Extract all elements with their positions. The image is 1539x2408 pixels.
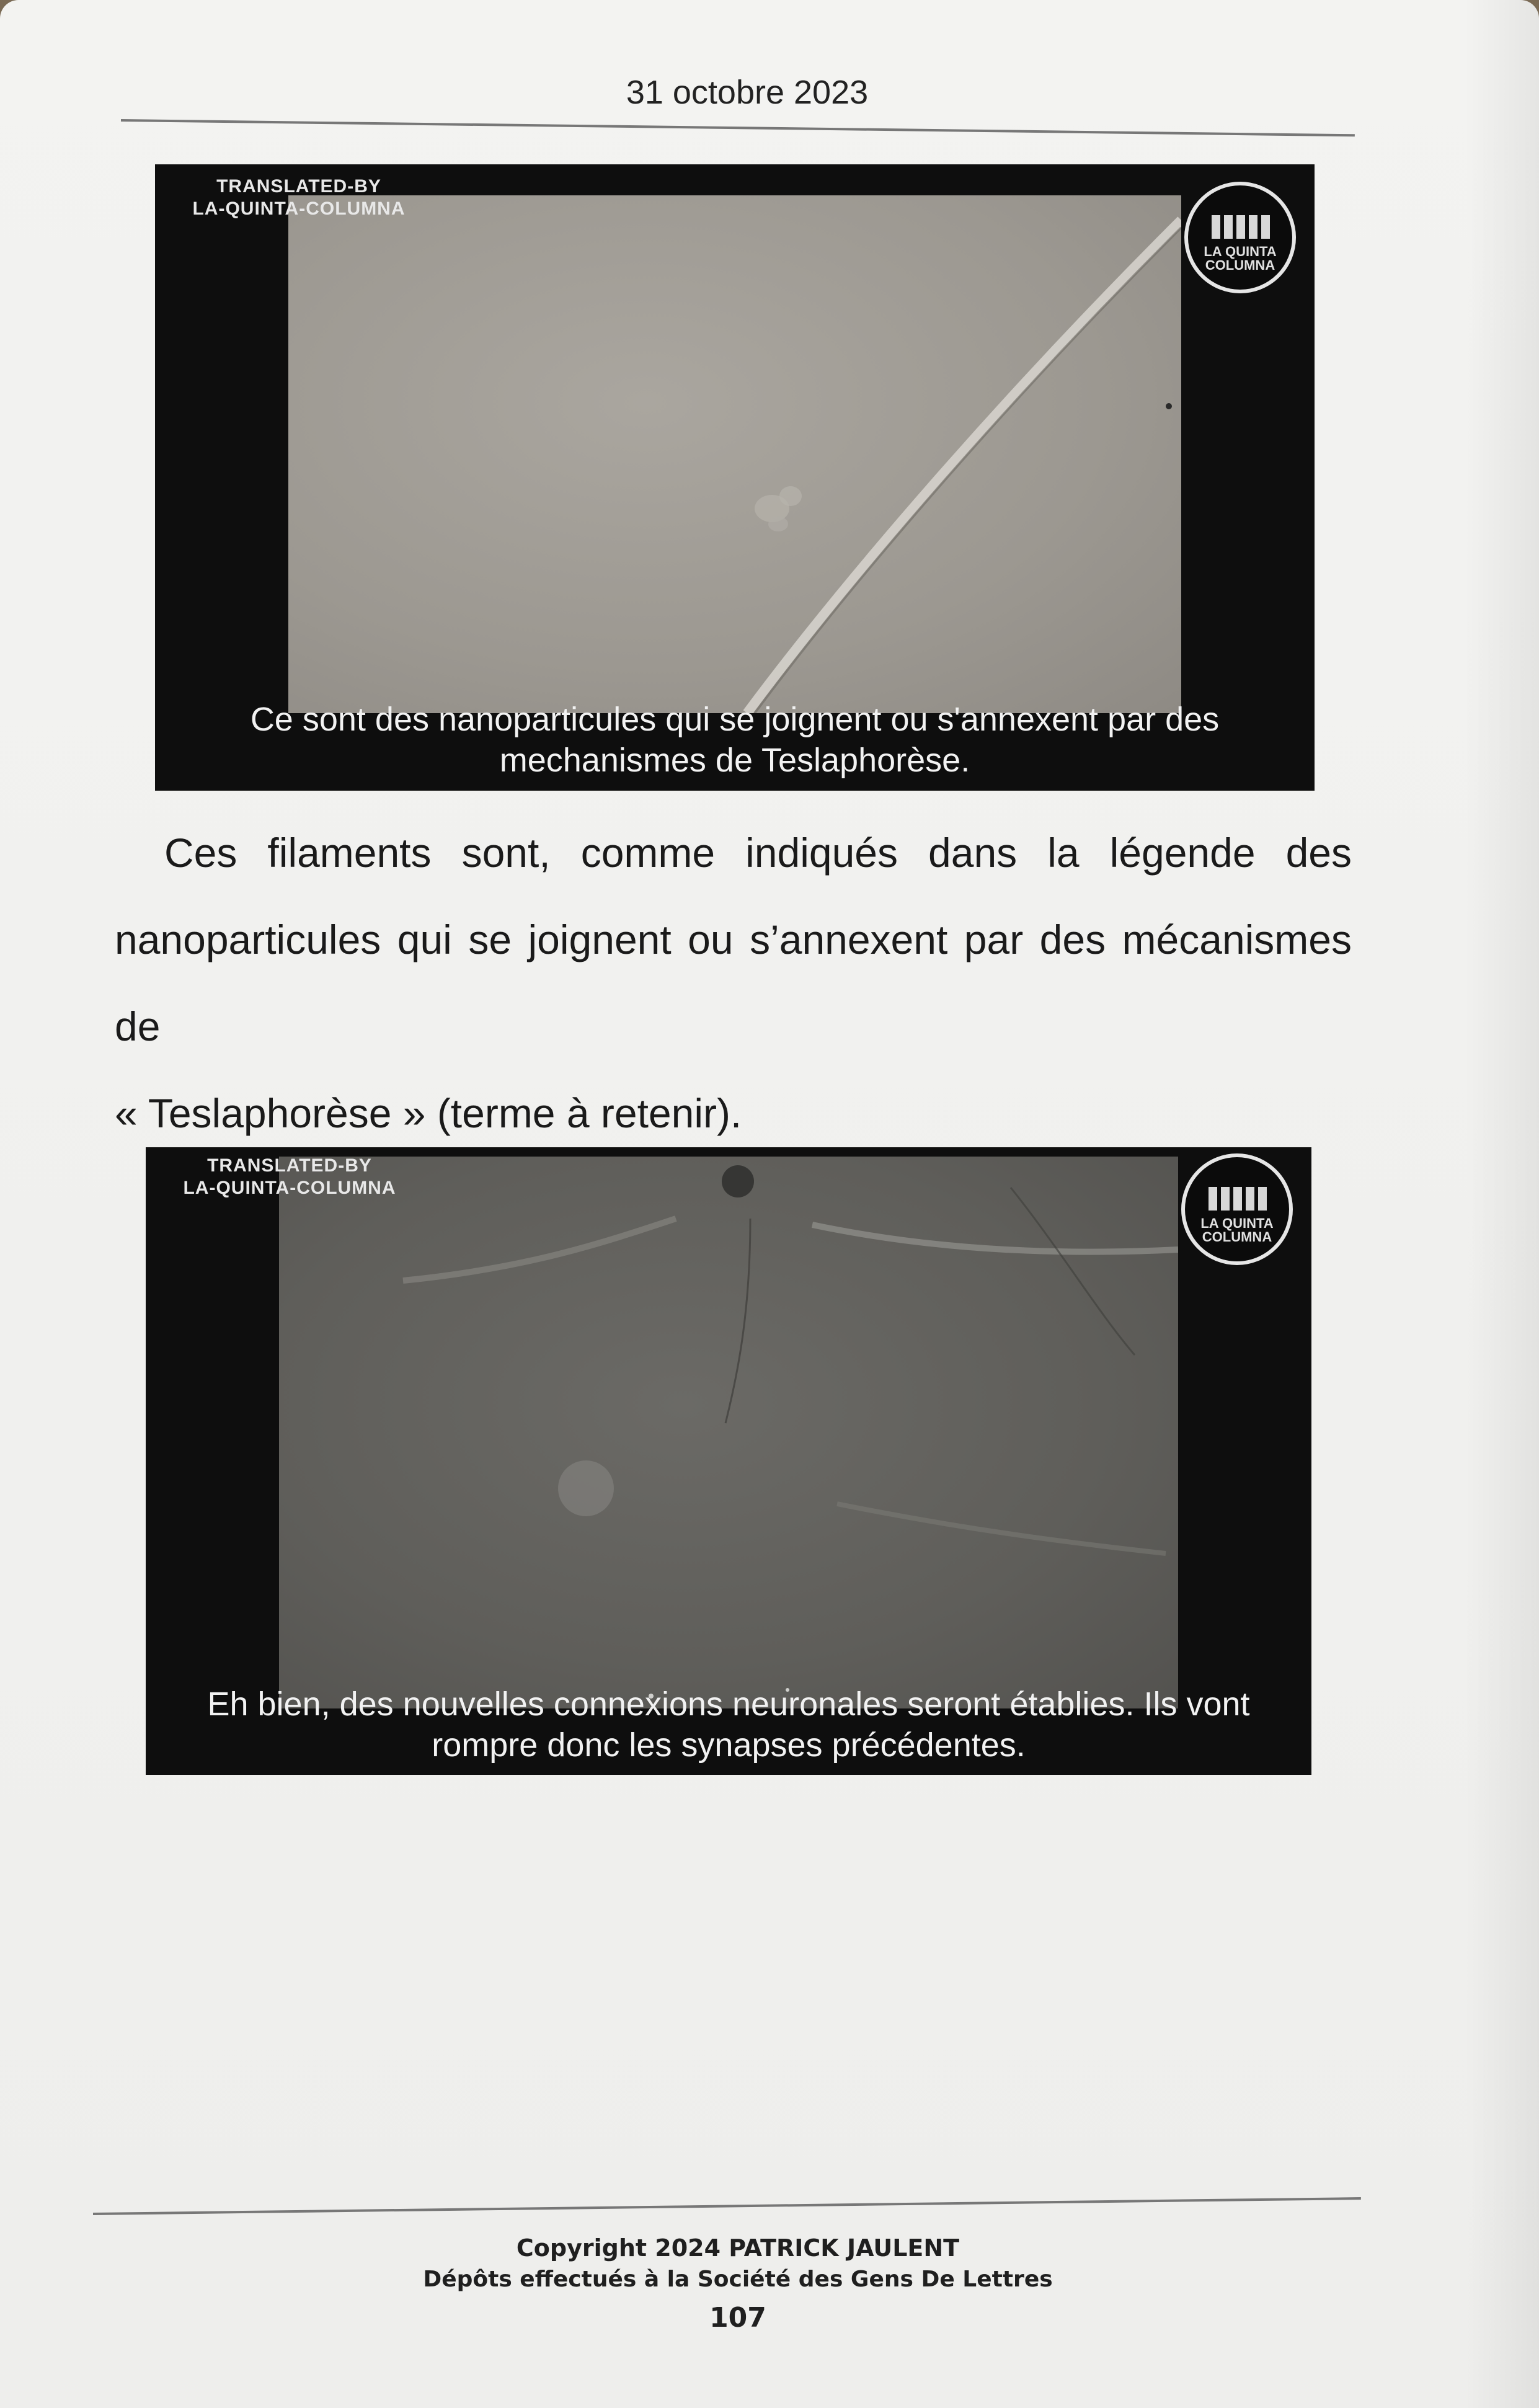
video-subtitle-1 — [155, 699, 1315, 781]
footer-rule — [93, 2197, 1361, 2215]
subtitle-line: rompre donc les synapses précédentes. — [432, 1726, 1026, 1764]
neuronal-illustration — [279, 1157, 1178, 1708]
subtitle-line: Ce sont des nanoparticules qui se joignent ou s'annexent par des — [250, 701, 1220, 738]
microscope-image-2 — [279, 1157, 1178, 1708]
logo-text-line: LA QUINTA — [1204, 244, 1277, 259]
microscope-image-1 — [288, 195, 1181, 713]
logo-bars — [1212, 215, 1274, 239]
subtitle-line: Eh bien, des nouvelles connexions neuronales seront établies. Ils vont — [207, 1686, 1250, 1723]
filament-illustration — [288, 195, 1181, 713]
paragraph-line: Ces filaments sont, comme indiqués dans la légende des — [164, 830, 1352, 876]
watermark-translated-by — [159, 1155, 420, 1199]
footer-copyright: Copyright 2024 PATRICK JAULENT — [516, 2234, 960, 2262]
video-subtitle-2 — [146, 1684, 1311, 1766]
paragraph-line: nanoparticules qui se joignent ou s’annexent par des mécanismes de — [115, 917, 1352, 1049]
watermark-translated-by — [169, 175, 429, 220]
la-quinta-columna-logo — [1184, 182, 1296, 293]
header-date: 31 octobre 2023 — [626, 74, 869, 111]
page-shadow — [1465, 0, 1539, 2408]
watermark-line: TRANSLATED-BY — [207, 1155, 372, 1176]
header-rule — [121, 119, 1355, 136]
page-number: 107 — [709, 2302, 766, 2334]
paragraph-line: « Teslaphorèse » (terme à retenir). — [115, 1090, 742, 1136]
watermark-line: LA-QUINTA-COLUMNA — [192, 198, 406, 219]
video-still-1 — [155, 164, 1315, 791]
logo-text-line: LA QUINTA — [1200, 1215, 1274, 1231]
body-paragraph — [115, 809, 1352, 1157]
watermark-line: LA-QUINTA-COLUMNA — [183, 1178, 396, 1198]
logo-text-line: COLUMNA — [1202, 1229, 1272, 1245]
la-quinta-columna-logo — [1181, 1153, 1293, 1265]
video-still-2 — [146, 1147, 1311, 1775]
subtitle-line: mechanismes de Teslaphorèse. — [499, 742, 970, 779]
logo-text-line: COLUMNA — [1205, 257, 1275, 273]
footer-deposit: Dépôts effectués à la Société des Gens De Lettres — [423, 2267, 1053, 2292]
watermark-line: TRANSLATED-BY — [216, 176, 381, 197]
logo-bars — [1209, 1187, 1271, 1211]
